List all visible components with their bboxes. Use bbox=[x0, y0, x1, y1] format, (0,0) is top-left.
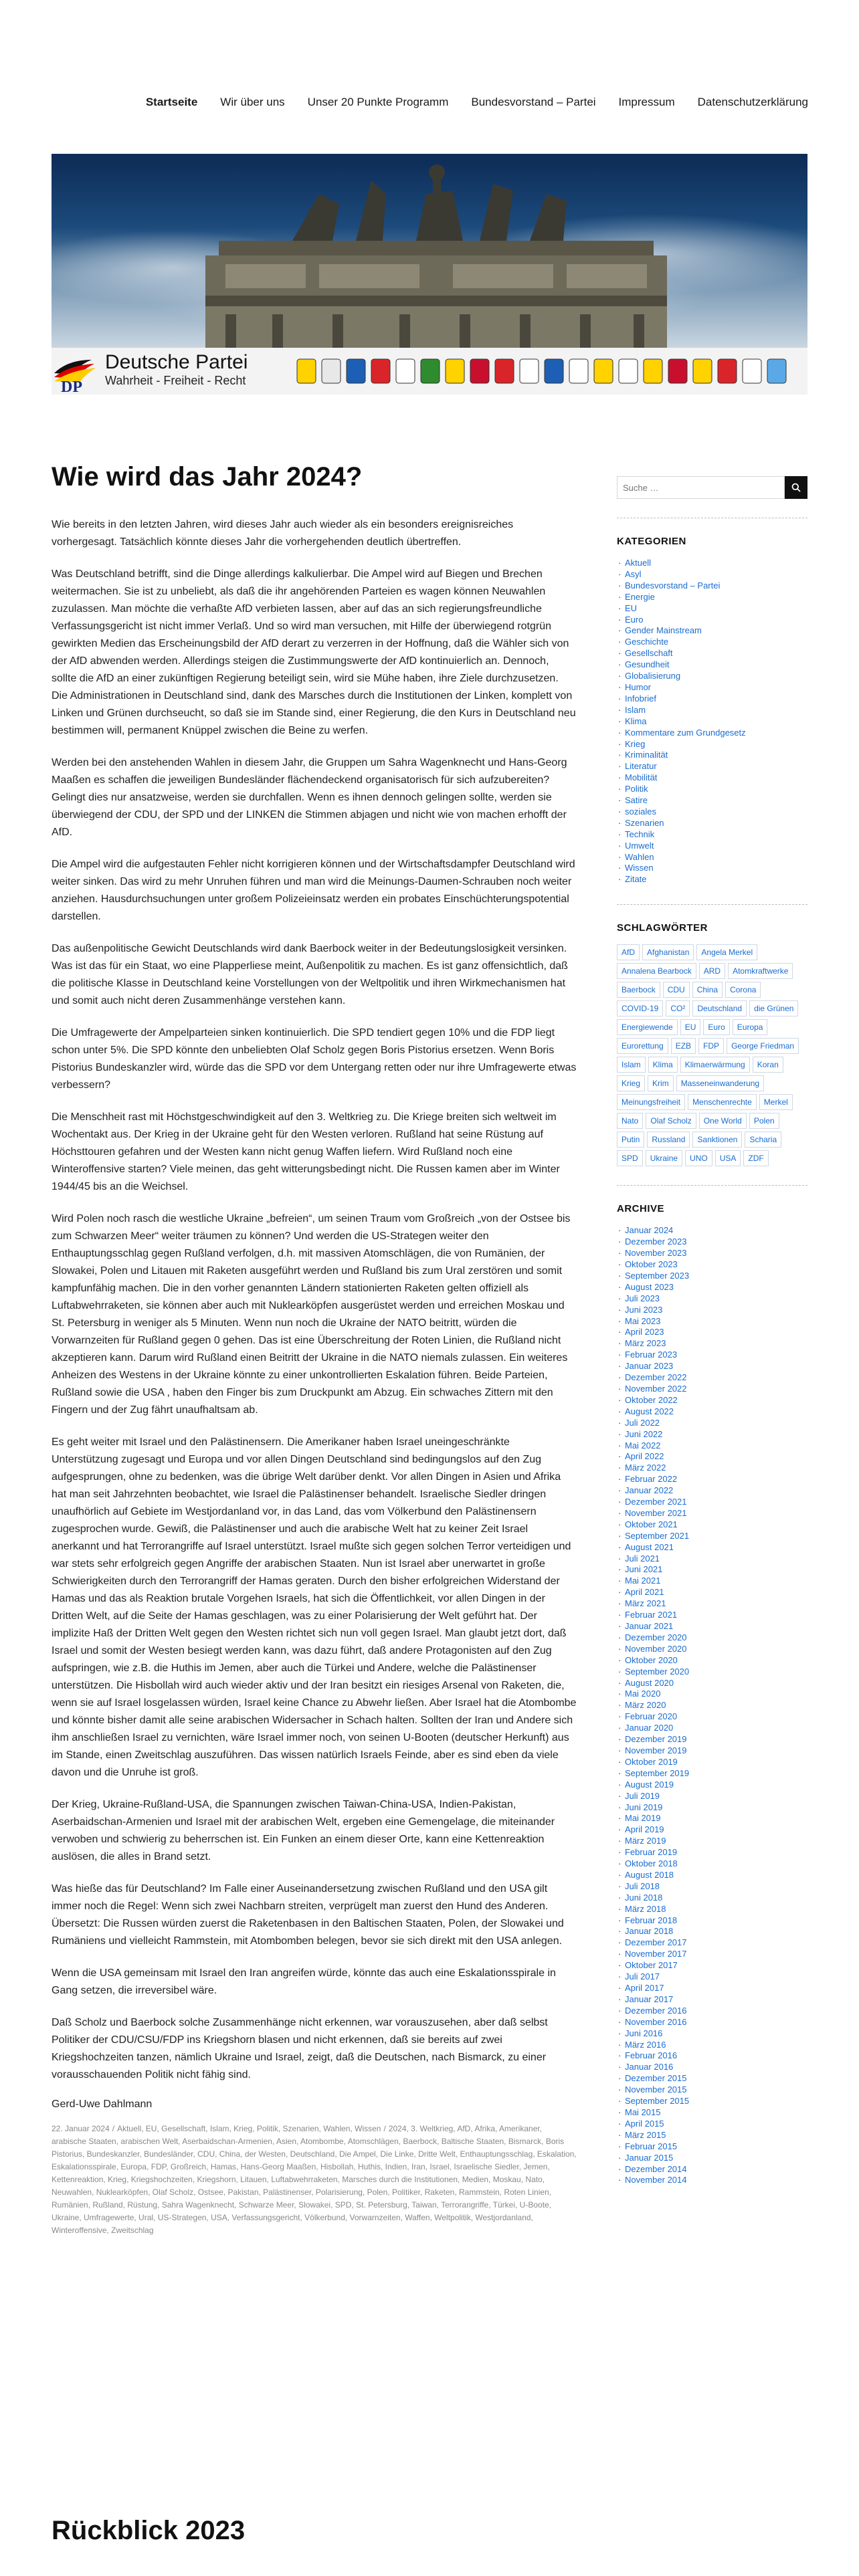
tag-link[interactable]: AfD bbox=[617, 944, 640, 960]
tag-link[interactable]: EZB bbox=[671, 1038, 696, 1054]
search-input[interactable] bbox=[617, 476, 785, 499]
archive-link[interactable]: · Mai 2019 bbox=[617, 1813, 807, 1824]
category-link[interactable]: · Euro bbox=[617, 615, 807, 626]
post-date-link[interactable]: 22. Januar 2024 bbox=[52, 2124, 110, 2133]
post-tags-links[interactable]: 2024, 3. Weltkrieg, AfD, Afrika, Amerikaner, arabische Staaten, arabischen Welt, Aserbaidschan-Armenien, Asien, Atombombe, Atomschlägen, Baerbock, Baltische Staaten, Bismarck, Boris Pistorius, Bundeskanzler, Bundesländer, CDU, China, der Westen, Deutschland, Die Ampel, Die Linke, Dritte Welt, Enthauptungsschlag, Eskalation, Eskalationsspirale, Europa, FDP, Großreich, Hamas, Hans-Georg Maaßen, Hisbollah, Huthis, Indien, Iran, Israel, Israelische Siedler, Jemen, Kettenreaktion, Krieg, Kriegshochzeiten, Kriegshorn, Litauen, Luftabwehrraketen, Marsches durch die Institutionen, Medien, Moskau, Nato, Neuwahlen, Nuklearköpfen, Olaf Scholz, Ostsee, Pakistan, Palästinenser, Polarisierung, Polen, Politiker, Raketen, Rammstein, Roten Linien, Rumänien, Rußland, Rüstung, Sahra Wagenknecht, Schwarze Meer, Slowakei, SPD, St. Petersburg, Taiwan, Terrorangriffe, Türkei, U-Boote, Ukraine, Umfragewerte, Ural, US-Strategen, USA, Verfassungsgericht, Völkerbund, Vorwarnzeiten, Waffen, Weltpolitik, Westjordanland, Winteroffensive, Zweitschlag bbox=[52, 2124, 577, 2235]
archive-link[interactable]: · Januar 2016 bbox=[617, 2062, 807, 2073]
archive-link[interactable]: · Mai 2020 bbox=[617, 1689, 807, 1700]
archive-link[interactable]: · Mai 2015 bbox=[617, 2107, 807, 2119]
category-link[interactable]: · Politik bbox=[617, 784, 807, 795]
archive-link[interactable]: · September 2015 bbox=[617, 2096, 807, 2107]
archive-link[interactable]: · März 2021 bbox=[617, 1598, 807, 1610]
categories-title: KATEGORIEN bbox=[617, 536, 686, 547]
archive-link[interactable]: · Dezember 2016 bbox=[617, 2006, 807, 2017]
archive-link[interactable]: · März 2018 bbox=[617, 1904, 807, 1915]
svg-text:DP: DP bbox=[61, 379, 82, 395]
nav-item-programm[interactable]: Unser 20 Punkte Programm bbox=[307, 96, 449, 108]
tag-link[interactable]: Islam bbox=[617, 1057, 646, 1073]
archive-link[interactable]: · Juli 2021 bbox=[617, 1553, 807, 1565]
category-link[interactable]: · Bundesvorstand – Partei bbox=[617, 580, 807, 592]
archive-title: ARCHIVE bbox=[617, 1203, 665, 1215]
archive-link[interactable]: · April 2021 bbox=[617, 1587, 807, 1598]
tag-link[interactable]: UNO bbox=[685, 1150, 712, 1166]
tag-link[interactable]: FDP bbox=[698, 1038, 724, 1054]
archive-link[interactable]: · Februar 2020 bbox=[617, 1711, 807, 1723]
archive-link[interactable]: · August 2018 bbox=[617, 1870, 807, 1881]
party-title bbox=[105, 352, 248, 388]
archive-link[interactable]: · Juni 2022 bbox=[617, 1429, 807, 1440]
archive-link[interactable]: · Januar 2023 bbox=[617, 1361, 807, 1372]
next-post-title[interactable]: Rückblick 2023 bbox=[52, 2516, 246, 2545]
tag-link[interactable]: Sanktionen bbox=[692, 1132, 742, 1148]
category-link[interactable]: · Aktuell bbox=[617, 558, 807, 569]
archive-link[interactable]: · Oktober 2019 bbox=[617, 1757, 807, 1768]
category-link[interactable]: · Globalisierung bbox=[617, 671, 807, 682]
post-author: Gerd-Uwe Dahlmann bbox=[52, 2099, 153, 2110]
archive-link[interactable]: · März 2016 bbox=[617, 2040, 807, 2051]
archive-link[interactable]: · März 2022 bbox=[617, 1463, 807, 1474]
archive-link[interactable]: · September 2019 bbox=[617, 1768, 807, 1780]
archive-link[interactable]: · Juli 2018 bbox=[617, 1881, 807, 1893]
category-link[interactable]: · Gesundheit bbox=[617, 659, 807, 671]
archive-link[interactable]: · Dezember 2021 bbox=[617, 1497, 807, 1508]
category-link[interactable]: · Asyl bbox=[617, 569, 807, 580]
archive-link[interactable]: · Januar 2018 bbox=[617, 1926, 807, 1937]
archive-link[interactable]: · Februar 2023 bbox=[617, 1350, 807, 1361]
tag-link[interactable]: Deutschland bbox=[692, 1000, 747, 1016]
tag-link[interactable]: ARD bbox=[699, 963, 725, 979]
archive-link[interactable]: · Februar 2019 bbox=[617, 1847, 807, 1858]
post-paragraph: Die Ampel wird die aufgestauten Fehler nicht korrigieren können und der Wirtschaftsdampfer Deutschland wird weiter sinken. Das wird zu mehr Unruhen führen und man wird die Meinungs-Daumen-Schrauben noch weiter anziehen. Hausdurchsuchungen unter großem Polizeieinsatz werden ein probates Einschüchterungspotential darstellen. bbox=[52, 859, 575, 922]
header-banner[interactable] bbox=[52, 154, 807, 395]
tag-link[interactable]: Corona bbox=[725, 982, 761, 998]
archive-link[interactable]: · September 2020 bbox=[617, 1667, 807, 1678]
category-link[interactable]: · Islam bbox=[617, 705, 807, 716]
archive-link[interactable]: · August 2019 bbox=[617, 1780, 807, 1791]
post-paragraph: Der Krieg, Ukraine-Rußland-USA, die Spannungen zwischen Taiwan-China-USA, Indien-Pakistan, Aserbaidschan-Armenien und Israel mit der arabischen Welt, ergeben eine Gemengelage, die miteinander verwoben und schwierig zu beherrschen ist. Ein Funken an einem dieser Orte, kann eine Kettenreaktion auslösen, die alles in Brand setzt. bbox=[52, 1799, 555, 1862]
main-nav bbox=[0, 96, 859, 109]
archive-link[interactable]: · Juli 2022 bbox=[617, 1418, 807, 1429]
brandenburg-gate-image bbox=[52, 154, 807, 348]
archive-link[interactable]: · Dezember 2020 bbox=[617, 1632, 807, 1644]
tag-link[interactable]: One World bbox=[699, 1113, 747, 1129]
post-meta: 22. Januar 2024 / Aktuell, EU, Gesellschaft, Islam, Krieg, Politik, Szenarien, Wahlen, Wissen / 2024, 3. Weltkrieg, AfD, Afrika, Amerikaner, arabische Staaten, arabischen Welt, Aserbaidschan-Armenien, Asien, Atombombe, Atomschlägen, Baerbock, Baltische Staaten, Bismarck, Boris Pistorius, Bundeskanzler, Bundesländer, CDU, China, der Westen, Deutschland, Die Ampel, Die Linke, Dritte Welt, Enthauptungsschlag, Eskalation, Eskalationsspirale, Europa, FDP, Großreich, Hamas, Hans-Georg Maaßen, Hisbollah, Huthis, Indien, Iran, Israel, Israelische Siedler, Jemen, Kettenreaktion, Krieg, Kriegshochzeiten, Kriegshorn, Litauen, Luftabwehrraketen, Marsches durch die Institutionen, Medien, Moskau, Nato, Neuwahlen, Nuklearköpfen, Olaf Scholz, Ostsee, Pakistan, Palästinenser, Polarisierung, Polen, Politiker, Raketen, Rammstein, Roten Linien, Rumänien, Rußland, Rüstung, Sahra Wagenknecht, Schwarze Meer, Slowakei, SPD, St. Petersburg, Taiwan, Terrorangriffe, Türkei, U-Boote, Ukraine, Umfragewerte, Ural, US-Strategen, USA, Verfassungsgericht, Völkerbund, Vorwarnzeiten, Waffen, Weltpolitik, Westjordanland, Winteroffensive, Zweitschlag bbox=[52, 2124, 577, 2235]
tag-link[interactable]: George Friedman bbox=[727, 1038, 799, 1054]
archive-link[interactable]: · Oktober 2023 bbox=[617, 1259, 807, 1271]
category-link[interactable]: · Klima bbox=[617, 716, 807, 728]
post-paragraph: Wenn die USA gemeinsam mit Israel den Iran angreifen würde, könnte das auch eine Eskalationsspirale in Gang setzen, die irreversibel wäre. bbox=[52, 1967, 556, 1996]
tag-link[interactable]: Euro bbox=[703, 1019, 729, 1035]
archive-link[interactable]: · April 2022 bbox=[617, 1451, 807, 1463]
category-link[interactable]: · Kriminalität bbox=[617, 750, 807, 761]
archive-link[interactable]: · November 2017 bbox=[617, 1949, 807, 1960]
category-link[interactable]: · Kommentare zum Grundgesetz bbox=[617, 728, 807, 739]
article bbox=[52, 461, 577, 2237]
archive-link[interactable]: · November 2014 bbox=[617, 2175, 807, 2186]
header-logo-strip bbox=[52, 348, 807, 395]
tag-link[interactable]: CDU bbox=[663, 982, 690, 998]
category-link[interactable]: · Infobrief bbox=[617, 693, 807, 705]
post-title[interactable]: Wie wird das Jahr 2024? bbox=[52, 462, 363, 492]
archive-link[interactable]: · Dezember 2023 bbox=[617, 1237, 807, 1248]
tag-link[interactable]: Meinungsfreiheit bbox=[617, 1094, 685, 1110]
archive-link[interactable]: · April 2017 bbox=[617, 1983, 807, 1994]
archive-link[interactable]: · Dezember 2014 bbox=[617, 2164, 807, 2175]
archive-link[interactable]: · Mai 2022 bbox=[617, 1440, 807, 1452]
archive-link[interactable]: · Januar 2017 bbox=[617, 1994, 807, 2006]
tag-link[interactable]: Olaf Scholz bbox=[646, 1113, 696, 1129]
tag-link[interactable]: Klima bbox=[648, 1057, 678, 1073]
category-link[interactable]: · Zitate bbox=[617, 874, 807, 885]
post-paragraph: Wird Polen noch rasch die westliche Ukraine „befreien“, um seinen Traum vom Großreich „von der Ostsee bis zum Schwarzen Meer“ weiter träumen zu können? Und werden die US-Strategen weiter den Enthauptungsschlag gegen Rußland verfolgen, d.h. mit massiven Atomschlägen, die von Rumänien, der Slowakei, Polen und Litauen mit Raketen ausgeführt werden und Rußland bis zum Ural zerstören und somit kampfunfähig machen. Die in den vorher genannten Ländern stationierten Raketen gelten offiziell als Luftabwehrraketen, sie können aber auch mit Nuklearköpfen ausgerüstet werden und erreichen Moskau und St. Petersburg in weniger als 5 Minuten. Wenn nun noch die Ukraine der NATO beitritt, würden die Vorwarnzeiten für Rußland gegen 0 gehen. Das ist eine Überschreitung der Roten Linien, die Rußland nicht akzeptieren kann. Darum wird Rußland einen Beitritt der Ukraine in die NATO niemals zulassen. Ein weiteres Anheizen des Westens in der Ukraine könnte zu einer unkontrollierten Eskalation führen. Beide Parteien, Rußland sowie die USA , haben den Finger bis zum Druckpunkt am Abzug. Ein schwaches Zittern mit den Fingern und der Zug fährt unaufhaltsam ab. bbox=[52, 1213, 571, 1416]
archive-link[interactable]: · Oktober 2017 bbox=[617, 1960, 807, 1971]
search-button[interactable] bbox=[785, 476, 807, 499]
tag-link[interactable]: Krim bbox=[648, 1075, 674, 1091]
archive-link[interactable]: · Februar 2016 bbox=[617, 2050, 807, 2062]
archive-link[interactable]: · März 2019 bbox=[617, 1836, 807, 1847]
archive-link[interactable]: · März 2015 bbox=[617, 2130, 807, 2141]
archive-link[interactable]: · August 2021 bbox=[617, 1542, 807, 1553]
archive-link[interactable]: · Januar 2021 bbox=[617, 1621, 807, 1632]
archive-link[interactable]: · Dezember 2022 bbox=[617, 1372, 807, 1384]
divider bbox=[617, 1185, 807, 1186]
category-link[interactable]: · Technik bbox=[617, 829, 807, 841]
archive-link[interactable]: · März 2023 bbox=[617, 1338, 807, 1350]
nav-item-startseite[interactable]: Startseite bbox=[145, 96, 198, 108]
post-paragraph: Werden bei den anstehenden Wahlen in diesem Jahr, die Gruppen um Sahra Wagenknecht und Hans-Georg Maaßen es schaffen die jeweiligen Bundesländer flächendeckend organisatorisch für sich aufzubereiten? Gelingt dies nur ansatzweise, werden sie durchfallen. Wenn es ihnen dennoch gelingen sollte, werden sie überwiegend der CDU, der SPD und der LINKEN die Stimmen abjagen und nicht wie von machen erhofft der AfD. bbox=[52, 757, 567, 838]
post-paragraph: Was hieße das für Deutschland? Im Falle einer Auseinandersetzung zwischen Rußland und den USA gilt immer noch die Regel: Wenn sich zwei Nachbarn streiten, verprügelt man zuerst den Hund des Anderen. Übersetzt: Die Russen würden zuerst die Raketenbasen in den Baltischen Staaten, Polen, der Slowakei und Rumäniens und vielleicht Rammstein, mit Atombomben belegen, bevor sie sich direkt mit den USA anlegen. bbox=[52, 1883, 564, 1947]
tag-link[interactable]: USA bbox=[715, 1150, 741, 1166]
category-link[interactable]: · Humor bbox=[617, 682, 807, 693]
archive-list bbox=[617, 1225, 807, 2186]
archive-link[interactable]: · Januar 2024 bbox=[617, 1225, 807, 1237]
archive-link[interactable]: · April 2023 bbox=[617, 1327, 807, 1338]
search-form bbox=[617, 476, 807, 499]
nav-item-datenschutz[interactable]: Datenschutzerklärung bbox=[697, 96, 808, 108]
tag-link[interactable]: Europa bbox=[733, 1019, 768, 1035]
archive-link[interactable]: · Juli 2023 bbox=[617, 1293, 807, 1305]
post-paragraph: Was Deutschland betrifft, sind die Dinge allerdings kalkulierbar. Die Ampel wird auf Biegen und Brechen weitermachen. Sie ist zu unbeliebt, als daß die ihr angehörenden Parteien es wagen können Neuwahlen zuzulassen. Man möchte die verhaßte AfD verbieten lassen, aber auf das an sich regierungsfreundliche Verfassungsgericht ist nicht immer Verlaß. Und so wird man versuchen, mit Hilfe der überwiegend rotgrün gewirkten Medien das Erscheinungsbild der AfD derart zu verzerren in der Hoffnung, daß die Wähler sich von der AfD abwenden werden. Allerdings steigen die Zustimmungswerte der AfD kontinuierlich an. Dennoch, sollte die AfD an einer zukünftigen Regierung beteiligt sein, wird sie Mühe haben, ihre Ziele durchzusetzen. Die Administrationen in Deutschland sind, dank des Marsches durch die Institutionen der Linken, komplett von Linken und Grünen durchseucht, so daß sie im Stande sind, einer Regierung, die den Kurs in Deutschland neu bestimmen will, permanent Knüppel zwischen die Beine zu werfen. bbox=[52, 568, 576, 736]
party-name: Deutsche Partei bbox=[105, 351, 248, 373]
archive-link[interactable]: · Oktober 2021 bbox=[617, 1519, 807, 1531]
category-link[interactable]: · Umwelt bbox=[617, 841, 807, 852]
archive-link[interactable]: · März 2020 bbox=[617, 1700, 807, 1711]
tag-link[interactable]: Baerbock bbox=[617, 982, 660, 998]
tag-link[interactable]: SPD bbox=[617, 1150, 643, 1166]
post-paragraph: Das außenpolitische Gewicht Deutschlands wird dank Baerbock weiter in der Bedeutungslosigkeit versinken. Was ist das für ein Staat, wo eine Plapperliese meint, Außenpolitik zu machen. Es ist ganz offensichtlich, daß die politische Klasse in Deutschland keine Vorstellungen von der Weltpolitik und ihren Wirkmechanismen hat und somit auch nicht deren Zusammenhänge verstehen kann. bbox=[52, 943, 568, 1006]
archive-link[interactable]: · Dezember 2015 bbox=[617, 2073, 807, 2084]
tag-link[interactable]: Putin bbox=[617, 1132, 644, 1148]
tag-link[interactable]: ZDF bbox=[743, 1150, 768, 1166]
post-paragraph: Die Menschheit rast mit Höchstgeschwindigkeit auf den 3. Weltkrieg zu. Die Kriege breiten sich weltweit im Wochentakt aus. Der Krieg in der Ukraine geht für den Westen verloren. Rußland hat seine Rüstung auf Höchsttouren gefahren und der Westen kann nicht genug Waffen liefern. Wird Rußland noch eine Winteroffensive starten? Viele meinen, das geht witterungsbedingt nicht. Die Russen kamen aber im Winter 1944/45 bis an die Weichsel. bbox=[52, 1111, 560, 1192]
category-link[interactable]: · Literatur bbox=[617, 761, 807, 772]
archive-link[interactable]: · Februar 2015 bbox=[617, 2141, 807, 2153]
tag-link[interactable]: Polen bbox=[749, 1113, 779, 1129]
tag-link[interactable]: Atomkraftwerke bbox=[728, 963, 793, 979]
header-photo bbox=[52, 154, 807, 348]
category-link[interactable]: · Gesellschaft bbox=[617, 648, 807, 659]
archive-link[interactable]: · November 2022 bbox=[617, 1384, 807, 1395]
nav-item-impressum[interactable]: Impressum bbox=[618, 96, 675, 108]
archive-link[interactable]: · Oktober 2018 bbox=[617, 1858, 807, 1870]
archive-link[interactable]: · Februar 2018 bbox=[617, 1915, 807, 1927]
archive-link[interactable]: · Februar 2021 bbox=[617, 1610, 807, 1621]
category-link[interactable]: · Wahlen bbox=[617, 852, 807, 863]
archive-link[interactable]: · Juni 2018 bbox=[617, 1893, 807, 1904]
archive-link[interactable]: · November 2020 bbox=[617, 1644, 807, 1655]
nav-item-wir-ueber-uns[interactable]: Wir über uns bbox=[220, 96, 285, 108]
archive-link[interactable]: · Oktober 2022 bbox=[617, 1395, 807, 1406]
archive-link[interactable]: · August 2022 bbox=[617, 1406, 807, 1418]
post-paragraph: Die Umfragewerte der Ampelparteien sinken kontinuierlich. Die SPD tendiert gegen 10% und die FDP liegt schon unter 5%. Die SPD könnte den unbeliebten Olaf Scholz gegen Boris Pistorius ersetzen. Wenn Boris Pistorius Bundeskanzler wird, würde das die SPD vor dem Untergang retten oder nur ihre Umfragewerte etwas verbessern? bbox=[52, 1027, 577, 1091]
post-paragraph: Daß Scholz und Baerbock solche Zusammenhänge nicht erkennen, war vorauszusehen, aber daß selbst Politiker der CDU/CSU/FDP ins Kriegshorn blasen und nicht erkennen, daß sie bereits auf zwei Kriegshochzeiten tanzen, nämlich Ukraine und Israel, zeigt, daß die Deutschen, nach Bismarck, zu einer vorausschauenden Politik nicht fähig sind. bbox=[52, 2017, 548, 2080]
search-icon bbox=[791, 483, 801, 492]
archive-link[interactable]: · Juni 2016 bbox=[617, 2028, 807, 2040]
archive-link[interactable]: · Juni 2019 bbox=[617, 1802, 807, 1814]
archive-link[interactable]: · Juni 2023 bbox=[617, 1305, 807, 1316]
tag-link[interactable]: Koran bbox=[753, 1057, 783, 1073]
tag-link[interactable]: Klimaerwärmung bbox=[680, 1057, 750, 1073]
tags-title: SCHLAGWÖRTER bbox=[617, 922, 708, 934]
archive-link[interactable]: · Mai 2021 bbox=[617, 1576, 807, 1587]
category-link[interactable]: · Satire bbox=[617, 795, 807, 807]
category-link[interactable]: · Gender Mainstream bbox=[617, 625, 807, 637]
tag-link[interactable]: Annalena Bearbock bbox=[617, 963, 696, 979]
categories-list bbox=[617, 558, 807, 885]
archive-link[interactable]: · Januar 2015 bbox=[617, 2153, 807, 2164]
tag-link[interactable]: die Grünen bbox=[749, 1000, 798, 1016]
archive-link[interactable]: · August 2023 bbox=[617, 1282, 807, 1293]
post-paragraph: Es geht weiter mit Israel und den Palästinensern. Die Amerikaner haben Israel uneingeschränkte Unterstützung zugesagt und Europa und vor allen Dingen Deutschland sind bedingungslos auf den Zug aufgesprungen, ohne zu bedenken, was die übrige Welt darüber denkt. Vor allen Dingen in Asien und Afrika hat man seit Jahrzehnten beobachtet, wie Israel die Palästinenser behandelt. Israelische Siedler dringen unaufhörlich auf Gebiete im Westjordanland vor, in das Land, das vom Völkerbund den Palästinensern zugesprochen wurde. Gewiß, die Palästinenser und auch die arabische Welt hat zu keiner Zeit Israel anerkannt und hat Terrorangriffe auf Israel unterstützt. Israel mußte sich gegen solchen Terror verteidigen und war stets sehr erfolgreich gegen Angriffe der arabischen Staaten. Nun ist Israel aber unerwartet in große Schwierigkeiten durch den Terrorangriff der Hamas geraten. Durch den bisher erfolgreichen Widerstand der Hamas und das als Reaktion brutale Vorgehen Israels, hat sich die Öffentlichkeit, vor allen Dingen in der Dritten Welt, auf die Seite der Hamas geschlagen, was zu einer Polarisierung der Welt geführt hat. Der implizite Haß der Dritten Welt gegen den Westen richtet sich nun voll gegen Israel. Man glaubt jetzt dort, daß Israel und somit der Westen besiegt werden kann, was dazu führt, daß andere Protagonisten auf den Zug aufspringen, wie z.B. die Huthis im Jemen, aber auch die Türkei und Andere, welche die Palästinenser unterstützen. Die Hisbollah wird auch wieder aktiv und der Iran besitzt ein riesiges Arsenal von Raketen, die, wenn sie auf Israel losgelassen würden, Israel keine Chance zu Abwehr ließen. Aber Israel hat die Atombombe und könnte bisher damit alle seine arabischen Widersacher in Schach halten. Sollten der Iran und Andere sich ihm anschließen Israel zu vernichten, wäre Israel immer noch, von seinen U-Booten (deutscher Herkunft) aus im Stande, einen Zweitschlag auszuführen. Das wissen natürlich Israels Feinde, aber es sind eben da viele davon und die Unruhe ist groß. bbox=[52, 1436, 577, 1778]
category-link[interactable]: · Wissen bbox=[617, 863, 807, 874]
tag-link[interactable]: Krieg bbox=[617, 1075, 645, 1091]
archive-link[interactable]: · November 2023 bbox=[617, 1248, 807, 1259]
divider bbox=[617, 904, 807, 905]
archive-link[interactable]: · Dezember 2019 bbox=[617, 1734, 807, 1745]
archive-link[interactable]: · September 2023 bbox=[617, 1271, 807, 1282]
tag-link[interactable]: Masseneinwanderung bbox=[676, 1075, 764, 1091]
archive-link[interactable]: · November 2016 bbox=[617, 2017, 807, 2028]
archive-link[interactable]: · Oktober 2020 bbox=[617, 1655, 807, 1667]
archive-link[interactable]: · November 2019 bbox=[617, 1745, 807, 1757]
category-link[interactable]: · Szenarien bbox=[617, 818, 807, 829]
archive-link[interactable]: · Januar 2022 bbox=[617, 1485, 807, 1497]
archive-link[interactable]: · November 2015 bbox=[617, 2084, 807, 2096]
post-categories-links[interactable]: Aktuell, EU, Gesellschaft, Islam, Krieg, Politik, Szenarien, Wahlen, Wissen bbox=[117, 2124, 381, 2133]
archive-link[interactable]: · Mai 2023 bbox=[617, 1316, 807, 1327]
tag-link[interactable]: Afghanistan bbox=[642, 944, 694, 960]
tag-link[interactable]: Ukraine bbox=[646, 1150, 682, 1166]
archive-link[interactable]: · November 2021 bbox=[617, 1508, 807, 1519]
nav-item-bundesvorstand[interactable]: Bundesvorstand – Partei bbox=[471, 96, 596, 108]
tag-link[interactable]: Energiewende bbox=[617, 1019, 678, 1035]
tag-link[interactable]: Eurorettung bbox=[617, 1038, 668, 1054]
tag-link[interactable]: Menschenrechte bbox=[688, 1094, 757, 1110]
archive-link[interactable]: · Dezember 2017 bbox=[617, 1937, 807, 1949]
archive-link[interactable]: · Juli 2017 bbox=[617, 1971, 807, 1983]
category-link[interactable]: · EU bbox=[617, 603, 807, 615]
sidebar bbox=[617, 476, 807, 2186]
category-link[interactable]: · Geschichte bbox=[617, 637, 807, 648]
tag-cloud bbox=[617, 944, 807, 1166]
tag-link[interactable]: China bbox=[692, 982, 723, 998]
tag-link[interactable]: Angela Merkel bbox=[696, 944, 757, 960]
category-link[interactable]: · soziales bbox=[617, 807, 807, 818]
tag-link[interactable]: EU bbox=[680, 1019, 701, 1035]
archive-link[interactable]: · April 2015 bbox=[617, 2119, 807, 2130]
archive-link[interactable]: · April 2019 bbox=[617, 1824, 807, 1836]
tag-link[interactable]: Russland bbox=[647, 1132, 690, 1148]
archive-link[interactable]: · Januar 2020 bbox=[617, 1723, 807, 1734]
tag-link[interactable]: Scharia bbox=[745, 1132, 781, 1148]
archive-link[interactable]: · Juli 2019 bbox=[617, 1791, 807, 1802]
post-paragraph: Wie bereits in den letzten Jahren, wird dieses Jahr auch wieder als ein besonders ereignisreiches vorhergesagt. Tatsächlich könnte dieses Jahr die vorhergehenden deutlich übertreffen. bbox=[52, 519, 514, 548]
archive-link[interactable]: · Juni 2021 bbox=[617, 1564, 807, 1576]
archive-link[interactable]: · September 2021 bbox=[617, 1531, 807, 1542]
tag-link[interactable]: COVID-19 bbox=[617, 1000, 663, 1016]
tag-link[interactable]: Nato bbox=[617, 1113, 643, 1129]
category-link[interactable]: · Krieg bbox=[617, 739, 807, 750]
tag-link[interactable]: Merkel bbox=[759, 1094, 793, 1110]
archive-link[interactable]: · August 2020 bbox=[617, 1678, 807, 1689]
party-slogan: Wahrheit - Freiheit - Recht bbox=[105, 374, 246, 387]
tag-link[interactable]: CO² bbox=[666, 1000, 690, 1016]
category-link[interactable]: · Mobilität bbox=[617, 772, 807, 784]
archive-link[interactable]: · Februar 2022 bbox=[617, 1474, 807, 1485]
category-link[interactable]: · Energie bbox=[617, 592, 807, 603]
